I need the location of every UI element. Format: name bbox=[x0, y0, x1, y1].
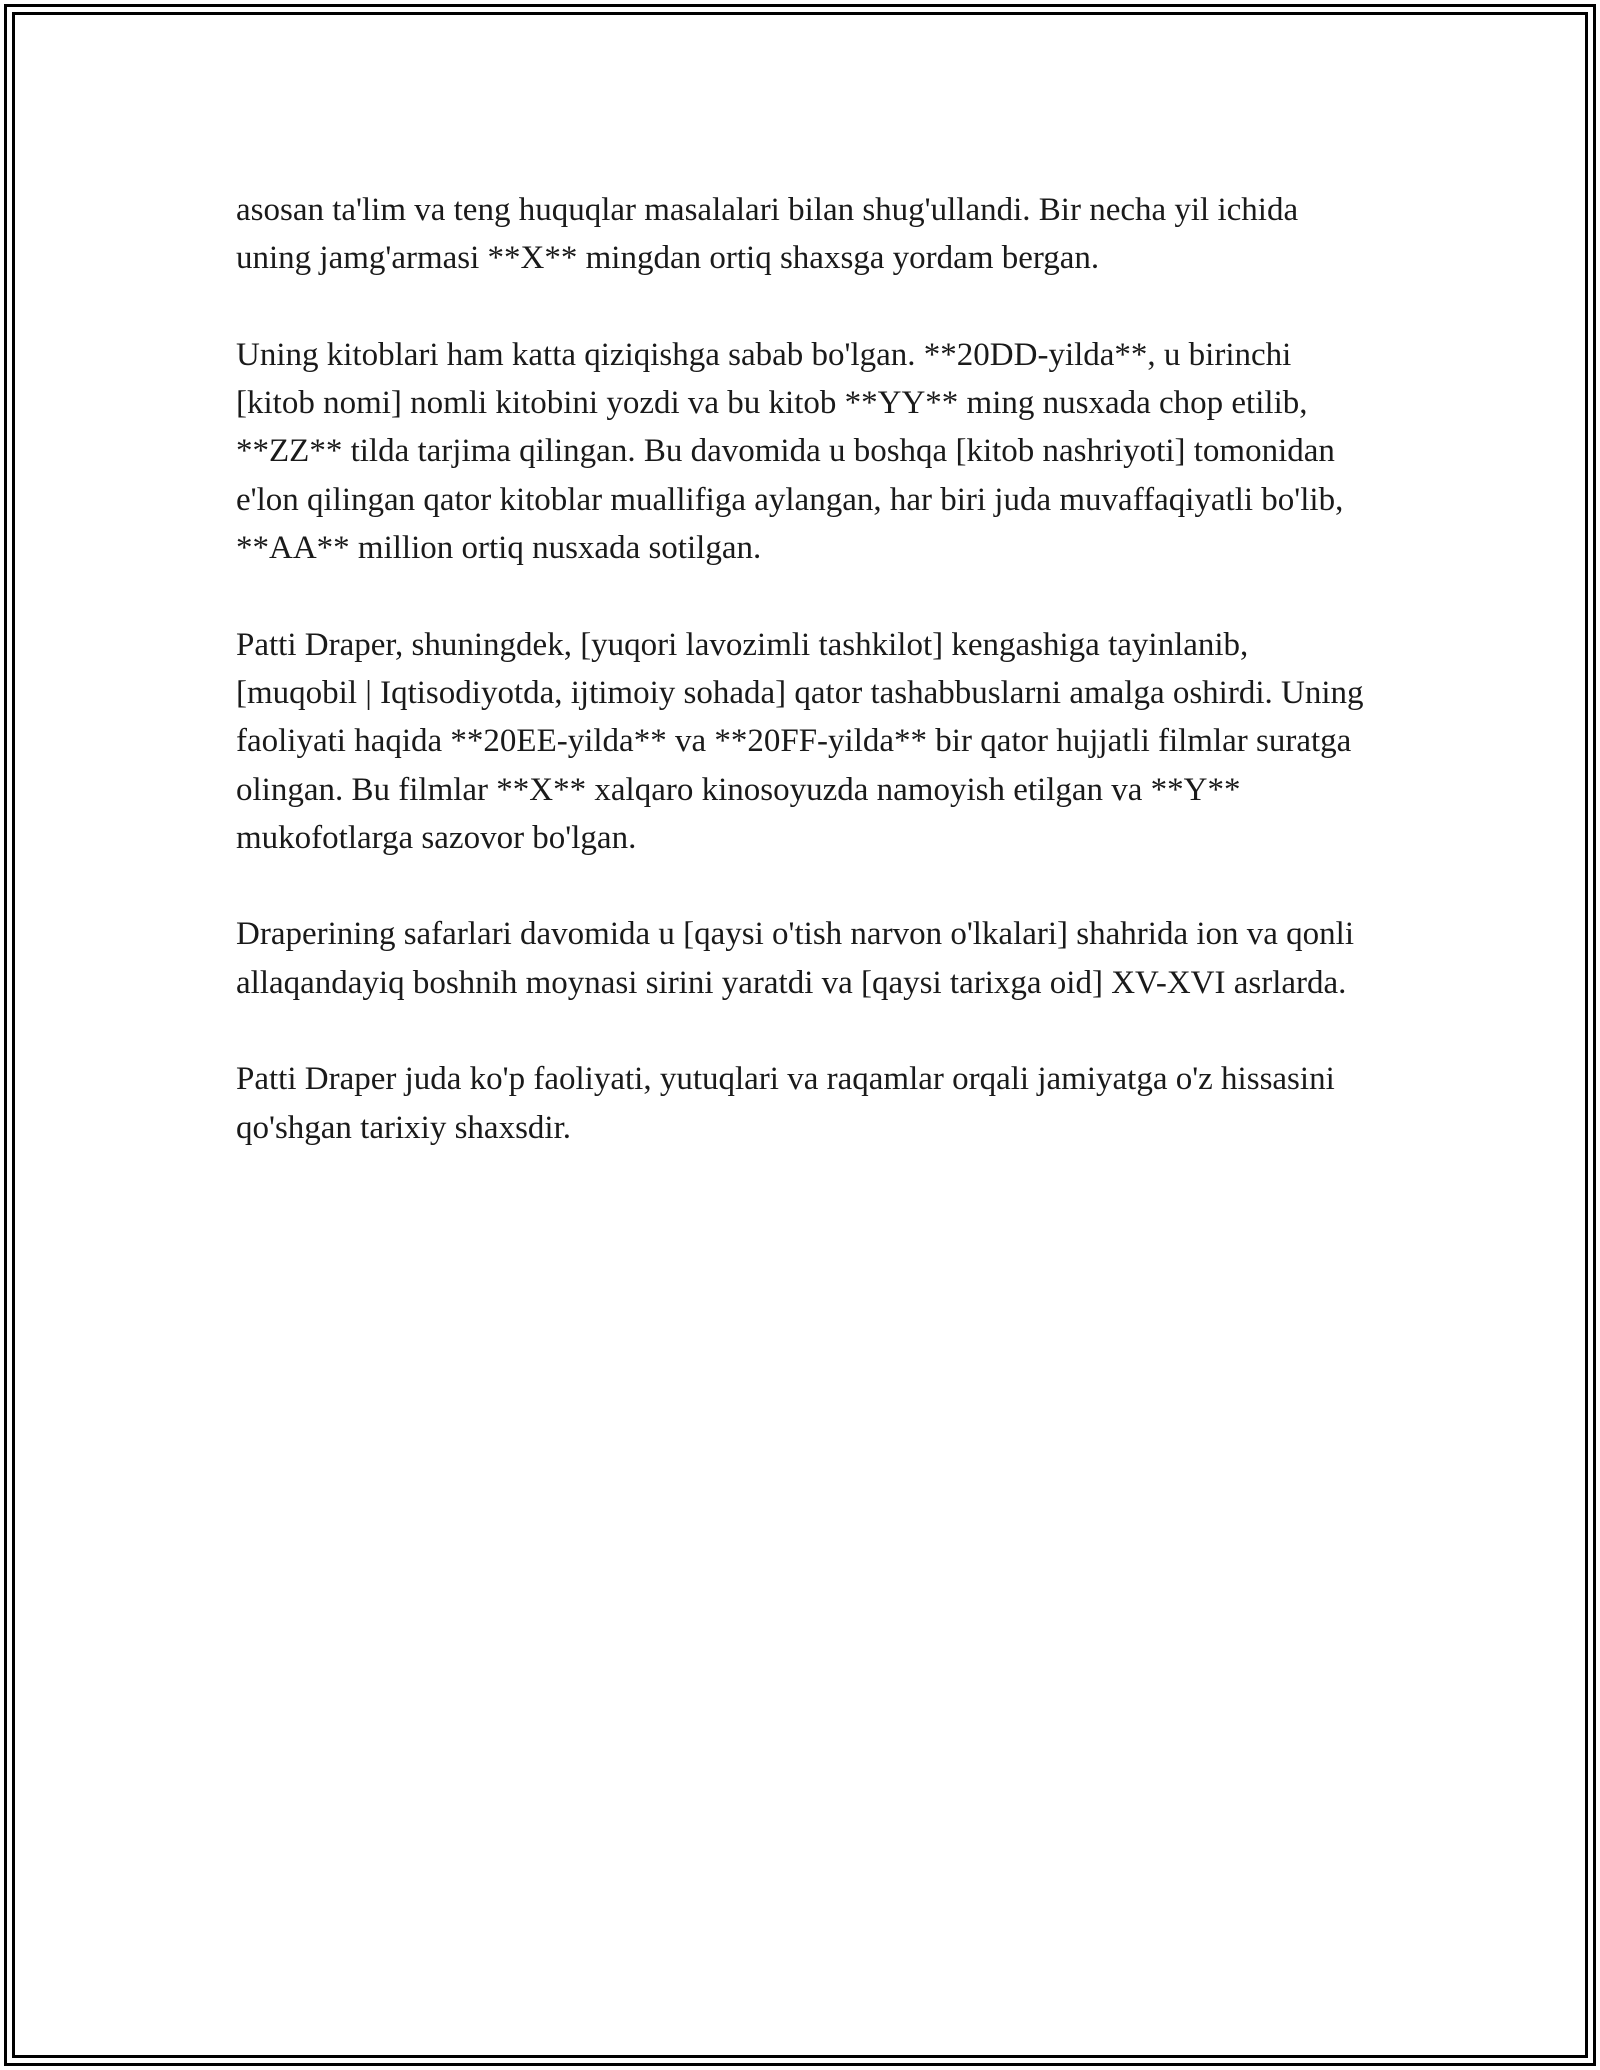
document-body bbox=[236, 186, 1376, 1200]
paragraph-2: Uning kitoblari ham katta qiziqishga sabab bo'lgan. **20DD-yilda**, u birinchi [kitob nomi] nomli kitobini yozdi va bu kitob **YY** ming nusxada chop etilib, **ZZ** tilda tarjima qilingan. Bu davomida u boshqa [kitob nashriyoti] tomonidan e'lon qilingan qator kitoblar muallifiga aylangan, har biri juda muvaffaqiyatli bo'lib, **AA** million ortiq nusxada sotilgan. bbox=[236, 336, 1344, 567]
paragraph-4: Draperining safarlari davomida u [qaysi o'tish narvon o'lkalari] shahrida ion va qonli allaqandayiq boshnih moynasi sirini yaratdi va [qaysi tarixga oid] XV-XVI asrlarda. bbox=[236, 916, 1354, 1001]
paragraph-1: asosan ta'lim va teng huquqlar masalalari bilan shug'ullandi. Bir necha yil ichida uning jamg'armasi **X** mingdan ortiq shaxsga yordam bergan. bbox=[236, 192, 1299, 277]
paragraph-5: Patti Draper juda ko'p faoliyati, yutuqlari va raqamlar orqali jamiyatga o'z hissasini qo'shgan tarixiy shaxsdir. bbox=[236, 1061, 1335, 1146]
paragraph-3: Patti Draper, shuningdek, [yuqori lavozimli tashkilot] kengashiga tayinlanib, [muqobil | Iqtisodiyotda, ijtimoiy sohada] qator tashabbuslarni amalga oshirdi. Uning faoliyati haqida **20EE-yilda** va **20FF-yilda** bir qator hujjatli filmlar suratga olingan. Bu filmlar **X** xalqaro kinosoyuzda namoyish etilgan va **Y** mukofotlarga sazovor bo'lgan. bbox=[236, 626, 1364, 856]
